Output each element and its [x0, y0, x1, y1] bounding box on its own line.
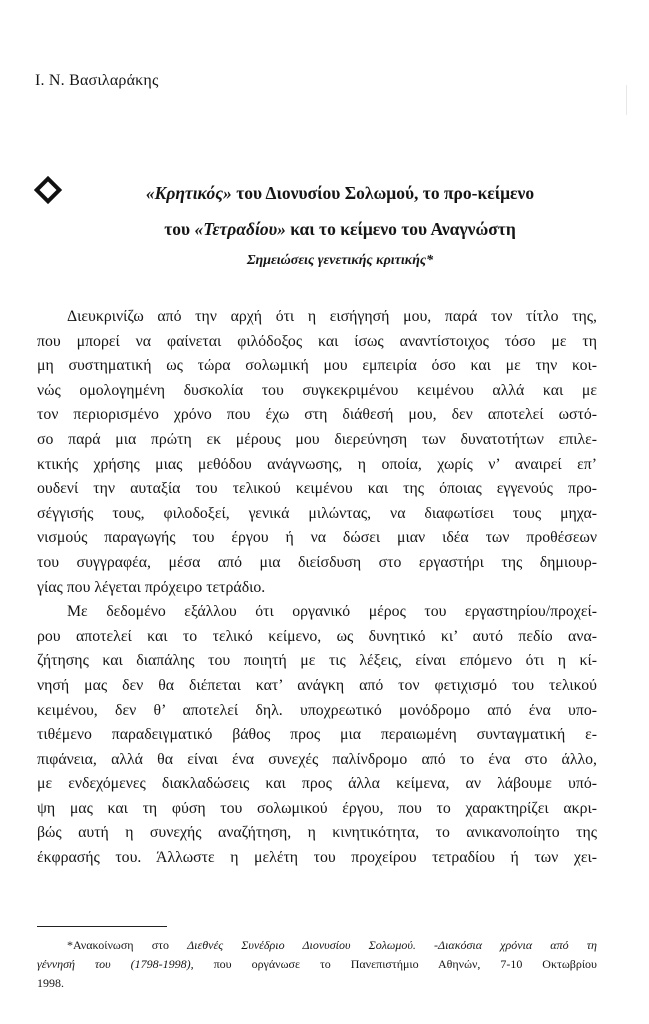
footnote-prefix: *Ανακοίνωση στο: [67, 938, 188, 952]
diamond-bullet-icon: [34, 176, 62, 204]
body-line: έκφρασής του. Άλλωστε η μελέτη του προχείρου τετραδίου ή των χει-: [37, 849, 597, 867]
article-title-line-2: [60, 219, 620, 240]
footnote: [37, 936, 597, 993]
article-subtitle: Σημειώσεις γενετικής κριτικής*: [246, 253, 434, 268]
footnote-line-2: [37, 955, 597, 974]
body-line: του συγγραφέα, μέσα από μια διείσδυση στο εργαστήρι της δημιουρ-: [37, 553, 597, 571]
body-line: Με δεδομένο εξάλλου ότι οργανικό μέρος του εργαστηρίου/προχεί-: [67, 603, 597, 621]
article-title-line-1: [60, 183, 620, 204]
title-italic-kritikos: «Κρητικός»: [145, 183, 232, 203]
body-line: πιφάνεια, αλλά θα είναι ένα συνεχές παλίνδρομο από το ένα στο άλλο,: [37, 750, 597, 768]
footnote-birth: γέννησή του (1798-1998),: [37, 957, 194, 971]
footnote-rule: [37, 926, 167, 927]
body-line: ζήτησης και διαπάλης του ποιητή με τις λέξεις, είναι επόμενο ότι η κί-: [37, 652, 597, 670]
title-italic-tetradiou: «Τετραδίου»: [194, 219, 286, 239]
body-line: μη συστηματική ως τώρα σολωμική μου εμπειρία όσο και με την κοι-: [37, 357, 597, 375]
title-line-2-pre: του: [164, 219, 195, 239]
body-line: κειμένου, δεν θ’ αποτελεί δηλ. υποχρεωτικό μονόδρομο από ένα υπο-: [37, 701, 597, 719]
body-line: που μπορεί να φαίνεται φιλόδοξος και ίσως αναντίστοιχος τόσο με τη: [37, 332, 597, 350]
body-line: Διευκρινίζω από την αρχή ότι η εισήγησή μου, παρά τον τίτλο της,: [67, 308, 597, 325]
footnote-line-3: 1998.: [37, 976, 64, 990]
title-line-1-rest: του Διονυσίου Σολωμού, το προ-κείμενο: [231, 183, 535, 203]
body-line: ρου αποτελεί και το τελικό κείμενο, ως δυνητικό κι’ αυτό πεδίο ανα-: [37, 627, 597, 645]
body-line: νησή μας δεν θα διέπεται κατ’ ανάγκη από τον φετιχισμό του τελικού: [37, 676, 597, 694]
body-line: σέγγισής τους, φιλοδοξεί, γενικά μιλώντας, να διαφωτίσει τους μηχα-: [37, 504, 597, 522]
body-line: βώς αυτή η συνεχής αναζήτηση, η κινητικότητα, το ανικανοποίητο της: [37, 824, 597, 842]
body-line: τιθέμενο παραδειγματικό βάθος προς μια περαιωμένη συνταγματική ε-: [37, 726, 597, 744]
body-line: γίας που λέγεται πρόχειρο τετράδιο.: [37, 578, 266, 596]
body-line: με ενδεχόμενες διακλαδώσεις και προς άλλα κείμενα, αν λάβουμε υπό-: [37, 775, 597, 793]
body-line: ψη μας και τη φύση του σολωμικού έργου, που το χαρακτηρίζει ακρι-: [37, 799, 597, 817]
body-line: σο παρά μια πρώτη εκ μέρους μου διερεύνηση των δυνατοτήτων επιλε-: [37, 430, 597, 448]
scan-edge-shadow: [626, 85, 649, 115]
footnote-organizer: που οργάνωσε το Πανεπιστήμιο Αθηνών, 7-10 Οκτωβρίου: [193, 957, 598, 971]
body-line: κτικής χρήσης μιας μεθόδου ανάγνωσης, η οποία, χωρίς ν’ αναιρεί επ’: [37, 455, 597, 473]
body-line: τον περιορισμένο χρόνο που έχω στη διάθεσή μου, δεν αποτελεί ωστό-: [37, 406, 597, 424]
body-text: [37, 305, 597, 871]
body-line: νώς ομολογημένη δυσκολία του συγκεκριμένου κειμένου αλλά και με: [37, 381, 597, 399]
body-line: νισμούς παραγωγής του έργου ή να δώσει μιαν ιδέα των προθέσεων: [37, 529, 597, 547]
footnote-line-1: [37, 936, 597, 955]
title-line-2-rest: και το κείμενο του Αναγνώστη: [285, 219, 516, 239]
body-line: ουδενί την αυταξία του τελικού κειμένου και της όποιας εγγενούς προ-: [37, 480, 597, 498]
running-head-author: Ι. Ν. Βασιλαράκης: [35, 72, 159, 89]
footnote-conference: Διεθνές Συνέδριο Διονυσίου Σολωμού. -Διακόσια χρόνια από τη: [187, 938, 598, 952]
